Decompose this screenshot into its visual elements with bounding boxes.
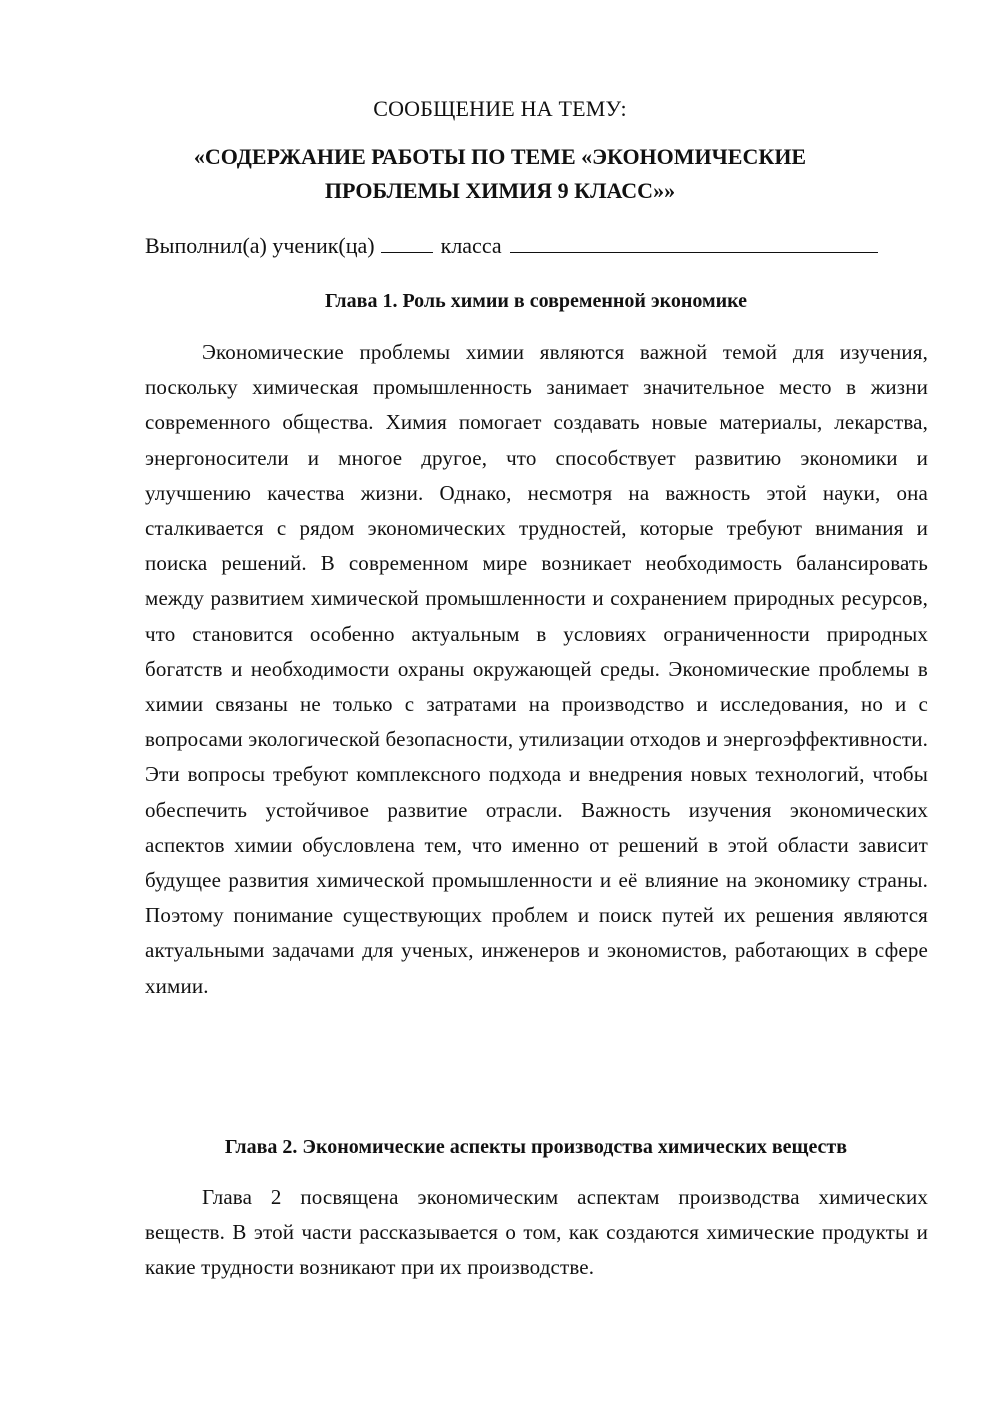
document-title-line-2: ПРОБЛЕМЫ ХИМИЯ 9 КЛАСС»» [324, 178, 676, 203]
chapter-2-heading: Глава 2. Экономические аспекты производства химических веществ [224, 1136, 848, 1158]
student-info-line [145, 232, 935, 259]
chapter-2-paragraph: Глава 2 посвящена экономическим аспектам производства химических веществ. В этой части рассказывается о том, как создаются химические продукты и какие трудности возникают при их производстве. [145, 1185, 928, 1280]
chapter-1-heading: Глава 1. Роль химии в современной экономике [324, 290, 748, 312]
document-title-line-1: «СОДЕРЖАНИЕ РАБОТЫ ПО ТЕМЕ «ЭКОНОМИЧЕСКИЕ [193, 144, 807, 169]
class-number-blank [381, 232, 433, 253]
chapter-1-paragraph: Экономические проблемы химии являются важной темой для изучения, поскольку химическая промышленность занимает значительное место в жизни современного общества. Химия помогает создавать новые материалы, лекарства, энергоносители и многое другое, что способствует развитию экономики и улучшению качества жизни. Однако, несмотря на важность этой науки, она сталкивается с рядом экономических трудностей, которые требуют внимания и поиска решений. В современном мире возникает необходимость балансировать между развитием химической промышленности и сохранением природных ресурсов, что становится особенно актуальным в условиях ограниченности природных богатств и необходимости охраны окружающей среды. Экономические проблемы в химии связаны не только с затратами на производство и исследования, но и с вопросами экологической безопасности, утилизации отходов и энергоэффективности. Эти вопросы требуют комплексного подхода и внедрения новых технологий, чтобы обеспечить устойчивое развитие отрасли. Важность изучения экономических аспектов химии обусловлена тем, что именно от решений в этой области зависит будущее развития химической промышленности и её влияние на экономику страны. Поэтому понимание существующих проблем и поиск путей их решения являются актуальными задачами для ученых, инженеров и экономистов, работающих в сфере химии. [145, 340, 928, 998]
class-label: класса [440, 233, 502, 258]
document-title [0, 140, 1000, 208]
student-name-blank [510, 232, 878, 253]
student-prefix-label: Выполнил(а) ученик(ца) [145, 233, 375, 258]
document-subject: СООБЩЕНИЕ НА ТЕМУ: [373, 96, 627, 121]
